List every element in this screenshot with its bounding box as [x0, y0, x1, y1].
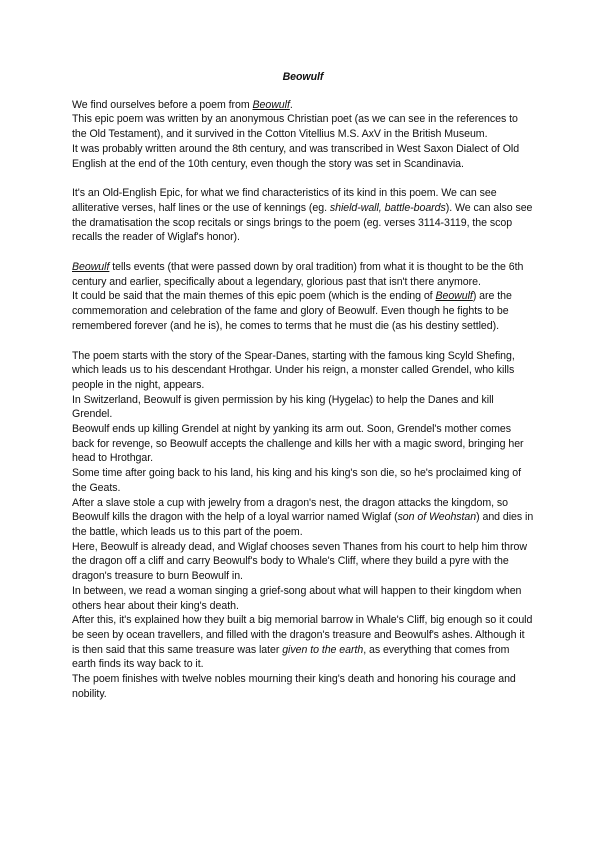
- text-run: After this, it's explained how they built a big memorial barrow in Whale's Cliff, big enough so it could be seen by ocean travellers, and filled with the dragon's treasure and Beowulf's ashes. Although it is then said that this same treasure was later: [72, 614, 533, 656]
- paragraph-epic-features: [72, 186, 534, 245]
- book-title-beowulf: Beowulf: [435, 290, 473, 303]
- text-run: ). We can also see the dramatisation the scop recitals or sings brings to the poem (eg. verses 3114-3119, the scop recalls the reader of Wiglaf's honor).: [72, 201, 533, 244]
- paragraph-switzerland: In Switzerland, Beowulf is given permission by his king (Hygelac) to help the Danes and kill Grendel.: [72, 393, 494, 421]
- paragraph-gap: [72, 245, 534, 260]
- wiglaf-epithet: son of Weohstan: [397, 511, 477, 524]
- text-run: ) are the commemoration and celebration of the fame and glory of Beowulf. Even though he fights to be remembered forever (and he is), he comes to terms that he must die (as his destiny settled).: [72, 290, 512, 332]
- paragraph-ending: The poem finishes with twelve nobles mourning their king's death and honoring his courage and nobility.: [72, 673, 516, 700]
- paragraph-authorship: This epic poem was written by an anonymous Christian poet (as we can see in the references to the Old Testament), and it survived in the Cotton Vitellius M.S. AxV in the British Museum.: [72, 113, 518, 141]
- paragraph-events: [72, 260, 534, 289]
- paragraph-themes: [72, 289, 534, 333]
- paragraph-dragon: [72, 496, 534, 540]
- text-run: ) and dies in the battle, which leads us to this part of the poem.: [72, 511, 534, 538]
- paragraph-king-of-geats: Some time after going back to his land, his king and his king's son die, so he's proclaimed king of the Geats.: [72, 467, 521, 494]
- paragraph-grendel: Beowulf ends up killing Grendel at night by yanking its arm out. Soon, Grendel's mother comes back for revenge, so Beowulf accepts the challenge and kills her with a magic sword, bringing her head to Hrothgar.: [72, 423, 524, 465]
- paragraph-intro: [72, 98, 534, 113]
- paragraph-grief-song: In between, we read a woman singing a grief-song about what will happen to their kingdom when others hear about their king's death.: [72, 584, 522, 612]
- given-to-earth: given to the earth: [282, 643, 364, 656]
- paragraph-barrow: [72, 613, 534, 672]
- book-title-beowulf: Beowulf: [72, 261, 110, 274]
- document-title: Beowulf: [282, 71, 324, 83]
- paragraph-dating: It was probably written around the 8th century, and was transcribed in West Saxon Dialect of Old English at the end of the 10th century, even though the story was set in Scandinavia.: [72, 142, 520, 170]
- text-run: After a slave stole a cup with jewelry from a dragon's nest, the dragon attacks the kingdom, so Beowulf kills the dragon with the help of a loyal warrior named Wiglaf (: [72, 496, 508, 524]
- text-run: .: [289, 98, 293, 111]
- paragraph-thanes: Here, Beowulf is already dead, and Wiglaf chooses seven Thanes from his court to help him throw the dragon off a cliff and carry Beowulf's body to Whale's Cliff, where they build a pyre with the dragon's treasure to burn Beowulf in.: [72, 540, 527, 583]
- book-title-beowulf: Beowulf: [252, 98, 290, 111]
- text-run: , as everything that comes from earth finds its way back to it.: [72, 643, 510, 671]
- kenning-examples: shield-wall, battle-boards: [329, 201, 446, 214]
- text-run: It could be said that the main themes of this epic poem (which is the ending of: [72, 290, 436, 303]
- paragraph-gap: [72, 171, 534, 186]
- document-page: [72, 70, 534, 701]
- text-run: We find ourselves before a poem from: [72, 98, 253, 111]
- paragraph-spear-danes: The poem starts with the story of the Spear-Danes, starting with the famous king Scyld Shefing, which leads us to his descendant Hrothgar. Under his reign, a monster called Grendel, who kills people in the night, appears.: [72, 349, 515, 391]
- text-run: It's an Old-English Epic, for what we find characteristics of its kind in this poem. We can see alliterative verses, half lines or the use of kennings (eg.: [72, 187, 497, 214]
- text-run: tells events (that were passed down by oral tradition) from what it is thought to be the 6th century and earlier, specifically about a legendary, glorious past that isn't there anymore.: [72, 261, 524, 288]
- paragraph-gap: [72, 334, 534, 349]
